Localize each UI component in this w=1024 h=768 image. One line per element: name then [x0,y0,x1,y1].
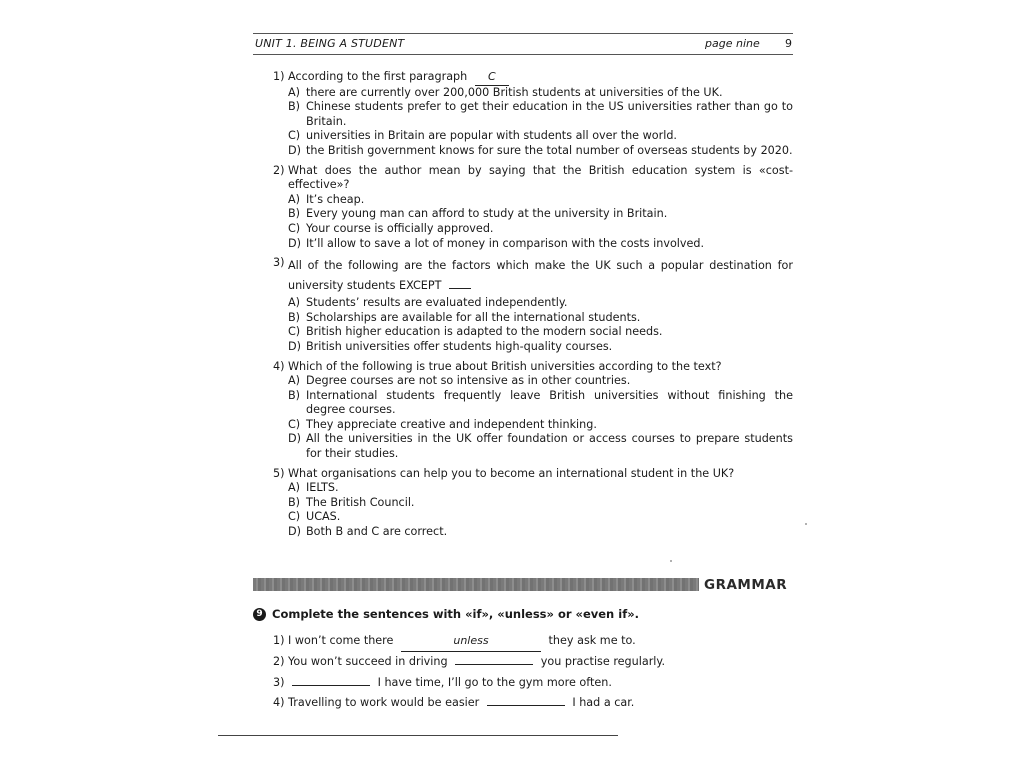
option-text: universities in Britain are popular with students all over the world. [306,129,677,143]
exercise-instruction: Complete the sentences with «if», «unless» or «even if». [272,607,639,621]
option [273,86,793,101]
exercise-items [273,631,793,713]
option [273,296,793,311]
option-letter: A) [288,192,301,206]
option-letter: C) [288,221,301,235]
answer-blank[interactable] [449,277,471,289]
option-letter: D) [288,236,301,250]
option-text: The British Council. [306,495,415,509]
item-text-after: I had a car. [572,695,635,709]
answer-blank[interactable] [292,674,370,686]
item-text-after: I have time, I’ll go to the gym more often. [377,675,612,689]
page-number: 9 [785,37,792,50]
question-stem [273,467,793,482]
option-text: Your course is officially approved. [306,221,494,235]
option [273,481,793,496]
option [273,374,793,389]
option-letter: C) [288,129,301,143]
option-text: It’ll allow to save a lot of money in comparison with the costs involved. [306,236,705,250]
scan-speck [805,523,807,525]
option [273,418,793,433]
option [273,222,793,237]
exercise-item [273,673,793,693]
option-text: UCAS. [306,510,341,524]
header-rule-bottom [253,54,793,55]
option-letter: D) [288,339,301,353]
question-stem [273,360,793,375]
option-text: Degree courses are not so intensive as in other countries. [306,374,631,388]
question-text: What organisations can help you to become an international student in the UK? [288,466,735,480]
option [273,525,793,540]
option [273,325,793,340]
unit-title: UNIT 1. BEING A STUDENT [255,37,405,50]
option-letter: A) [288,296,301,310]
answer-blank[interactable]: C [475,70,509,86]
option [273,144,793,159]
question-text: According to the first paragraph [288,70,468,83]
item-text-after: they ask me to. [548,634,636,647]
question-number: 1) [273,70,285,83]
exercise-item [273,652,793,672]
item-text-before: You won’t succeed in driving [288,655,448,669]
exercise-item [273,693,793,713]
question-stem [273,164,793,193]
option-letter: B) [288,207,301,221]
option [273,100,793,129]
option-text: International students frequently leave British universities without finishing the degree courses. [306,388,793,417]
option-text: the British government knows for sure the total number of overseas students by 2020. [306,143,793,157]
item-text-after: you practise regularly. [540,655,665,669]
option [273,432,793,461]
option-text: Scholarships are available for all the international students. [306,310,641,324]
option [273,129,793,144]
question-2 [273,164,793,252]
question-stem [273,256,793,296]
option-text: It’s cheap. [306,192,365,206]
option-letter: A) [288,481,301,495]
question-number: 5) [273,466,285,480]
option [273,237,793,252]
option-text: They appreciate creative and independent thinking. [306,417,597,431]
question-number: 3) [273,256,285,270]
question-5 [273,467,793,540]
item-text-before: Travelling to work would be easier [288,695,480,709]
question-4 [273,360,793,462]
option [273,193,793,208]
option-letter: B) [288,310,301,324]
option-text: Students’ results are evaluated independently. [306,296,568,310]
question-text: Which of the following is true about British universities according to the text? [288,359,722,373]
option [273,510,793,525]
answer-blank[interactable] [487,694,565,706]
option-letter: C) [288,510,301,524]
option-letter: B) [288,100,301,114]
item-number: 2) [273,655,285,669]
option-letter: D) [288,525,301,539]
footer-rule [218,735,618,736]
exercise-item [273,631,793,652]
option-text: British higher education is adapted to the modern social needs. [306,325,663,339]
page-label: page nine [705,37,760,50]
question-number: 2) [273,163,285,177]
answer-blank[interactable]: unless [401,631,541,652]
option [273,311,793,326]
option-letter: A) [288,374,301,388]
option-letter: B) [288,495,301,509]
question-3 [273,256,793,354]
scan-speck [670,560,672,562]
option-text: All the universities in the UK offer foundation or access courses to prepare students for their studies. [306,432,793,461]
option-text: IELTS. [306,481,339,495]
question-text: All of the following are the factors which make the UK such a popular destination for university students EXCEPT [288,259,793,293]
option-text: Every young man can afford to study at the university in Britain. [306,207,668,221]
question-number: 4) [273,359,285,373]
question-stem [273,70,793,86]
option-text: Both B and C are correct. [306,525,448,539]
option-letter: C) [288,417,301,431]
grammar-banner-bar [253,578,699,591]
reading-questions [273,70,793,545]
exercise-number-badge: 9 [253,608,266,621]
option-letter: A) [288,85,301,99]
question-text: What does the author mean by saying that the British education system is «cost-effective»? [288,163,793,192]
option-letter: D) [288,432,301,446]
option-letter: D) [288,143,301,157]
header-rule-top [253,33,793,34]
item-number: 4) [273,695,285,709]
question-1 [273,70,793,159]
option [273,340,793,355]
item-text-before: I won’t come there [288,634,394,647]
option-text: Chinese students prefer to get their education in the US universities rather than go to Britain. [306,100,793,128]
item-number: 1) [273,634,285,647]
option-text: British universities offer students high-quality courses. [306,339,613,353]
option-letter: C) [288,325,301,339]
option [273,496,793,511]
option-letter: B) [288,388,301,402]
option [273,389,793,418]
option-text: there are currently over 200,000 British students at universities of the UK. [306,85,723,99]
option [273,207,793,222]
answer-blank[interactable] [455,653,533,665]
grammar-title: GRAMMAR [704,577,788,593]
item-number: 3) [273,675,285,689]
